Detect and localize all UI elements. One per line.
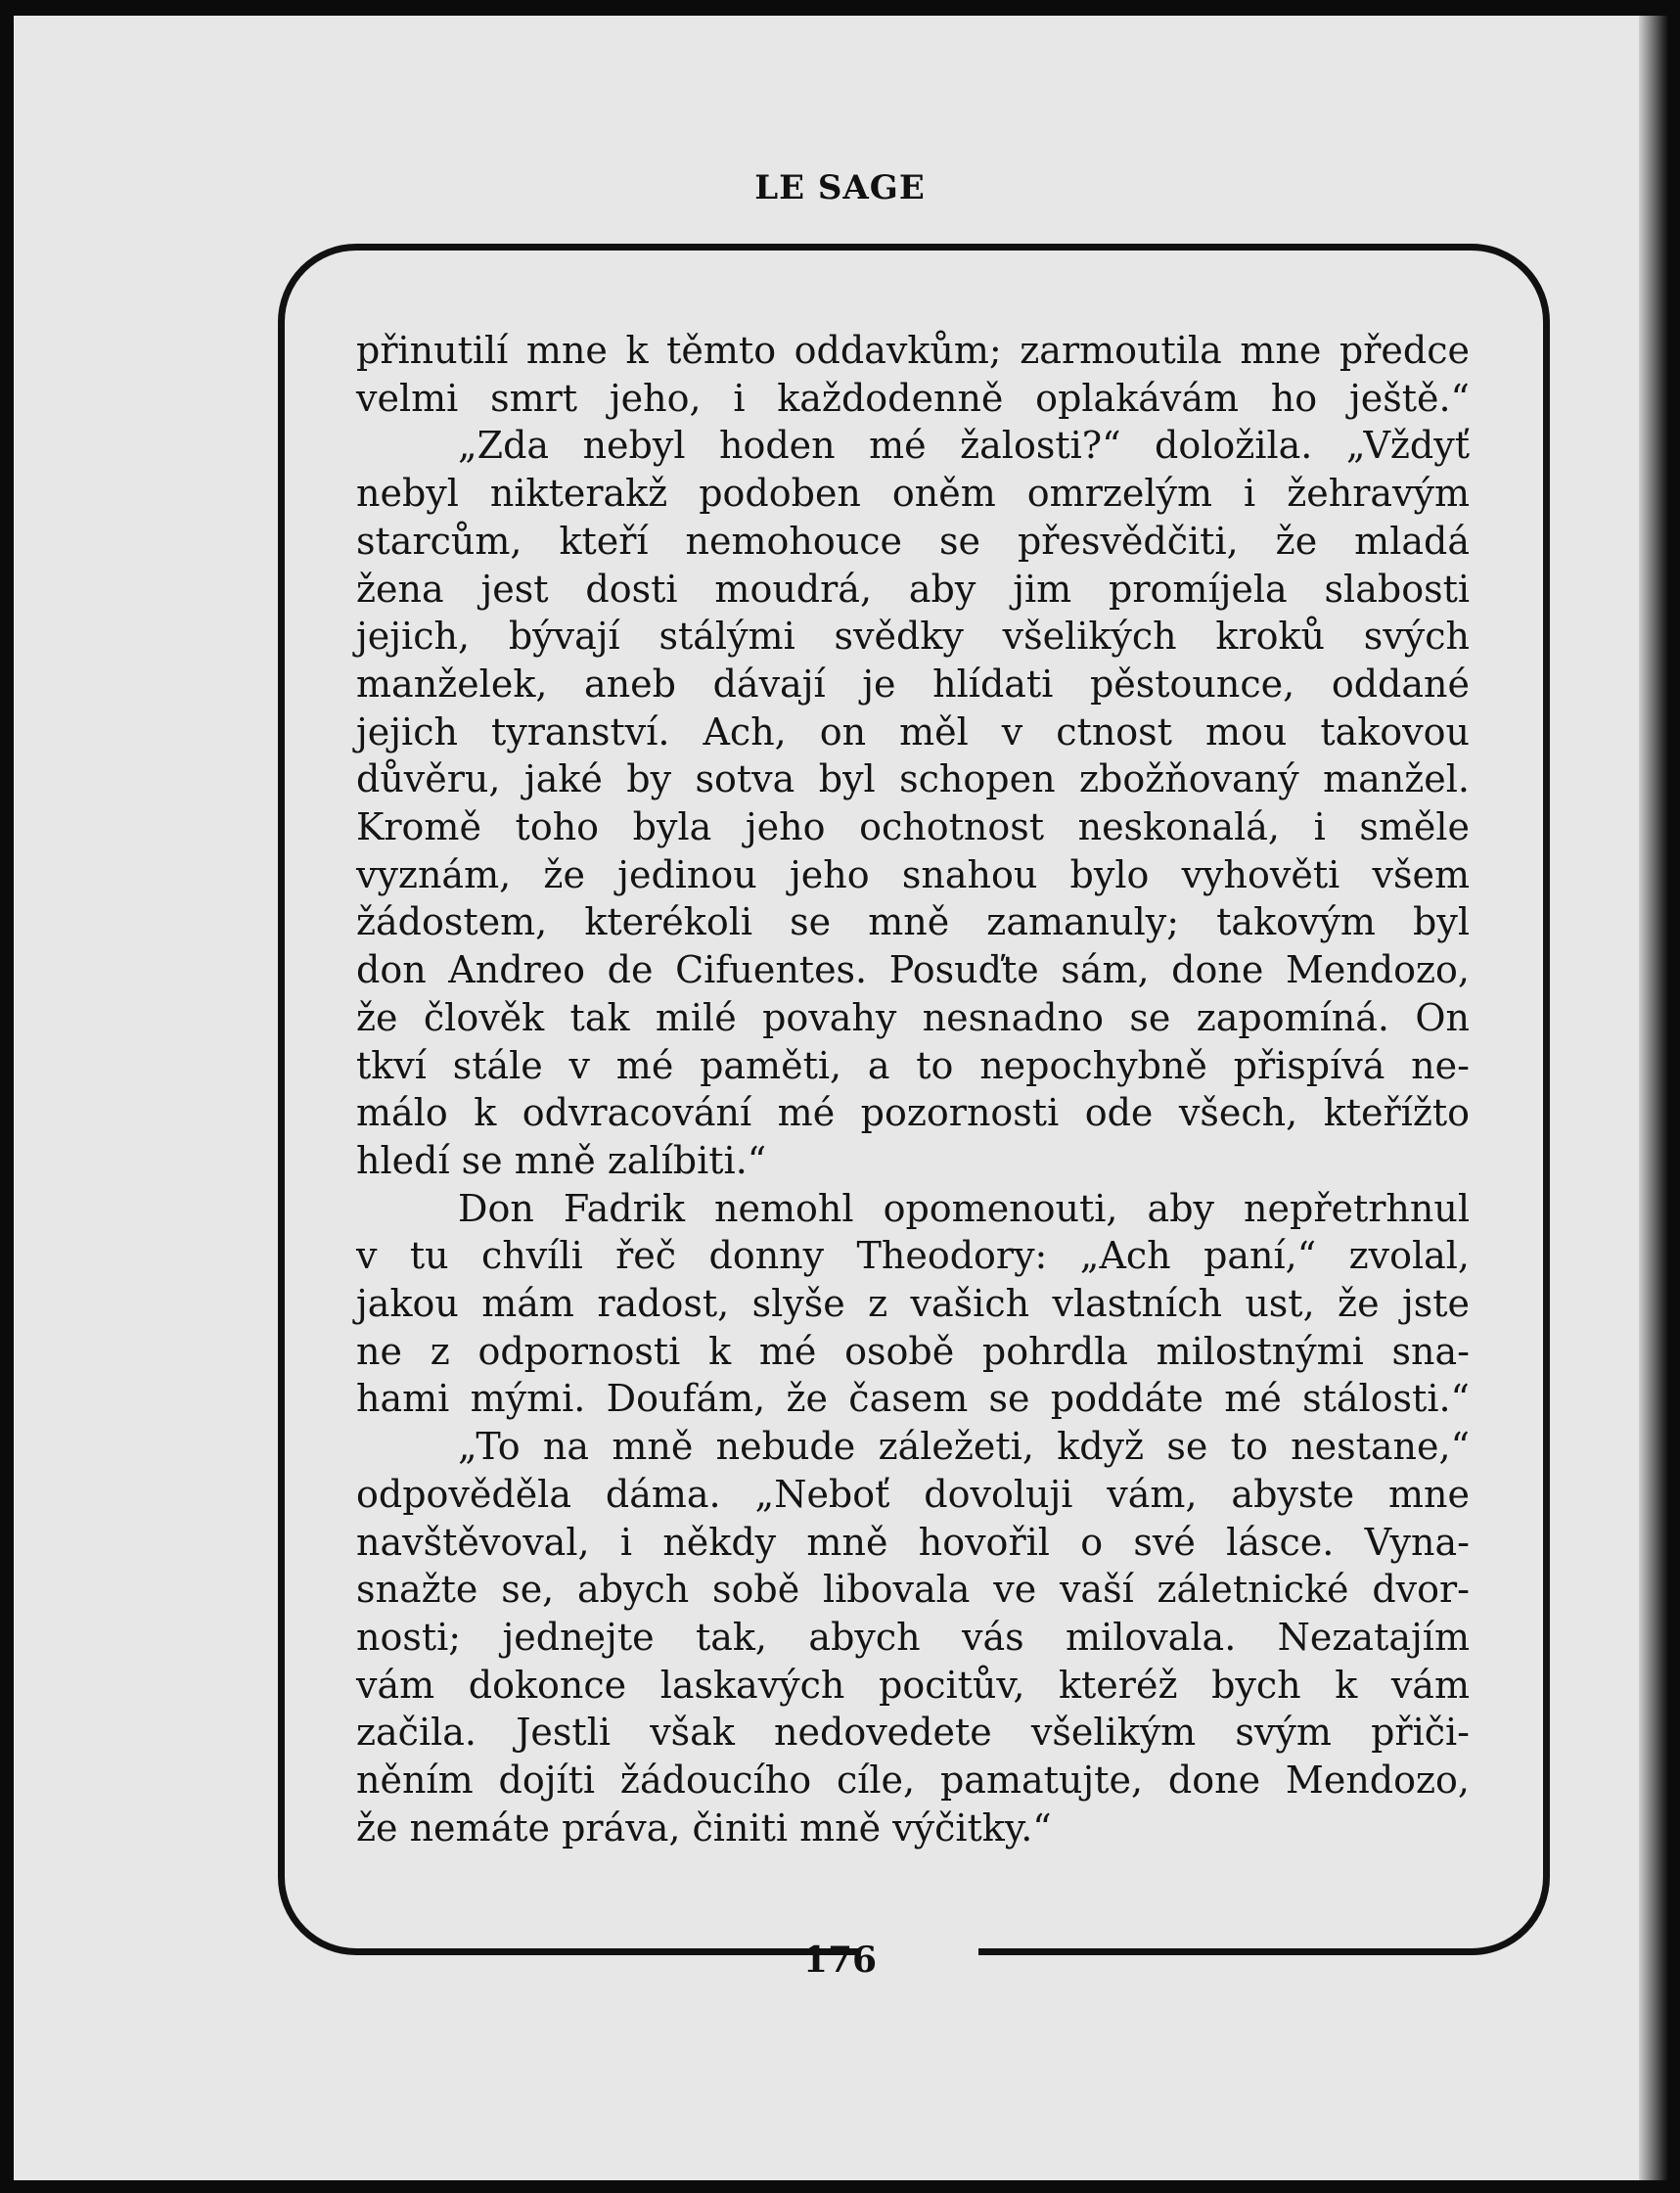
page-number: 176	[802, 1940, 878, 1981]
text-line: začila. Jestli však nedovedete všelikým svým přiči-	[356, 1711, 1470, 1755]
text-line: vám dokonce laskavých pocitův, kteréž bych k vám	[356, 1663, 1470, 1707]
text-line: vyznám, že jedinou jeho snahou bylo vyhověti všem	[356, 852, 1470, 896]
text-line: jejich tyranství. Ach, on měl v ctnost mou takovou	[356, 709, 1470, 754]
text-line: manželek, aneb dávají je hlídati pěstounce, oddané	[356, 662, 1470, 706]
running-header: LE SAGE	[754, 168, 926, 207]
text-line: odpověděla dáma. „Neboť dovoluji vám, abyste mne	[356, 1472, 1470, 1516]
text-line: starcům, kteří nemohouce se přesvědčiti, že mladá	[356, 519, 1470, 563]
text-line: nebyl nikterakž podoben oněm omrzelým i žehravým	[356, 472, 1470, 516]
text-line: jejich, bývají stálými svědky všelikých kroků svých	[356, 615, 1470, 659]
text-line: hami mými. Doufám, že časem se poddáte mé stálosti.“	[356, 1377, 1470, 1421]
text-line: že nemáte práva, činiti mně výčitky.“	[356, 1805, 1052, 1850]
text-line: navštěvoval, i někdy mně hovořil o své lásce. Vyna-	[356, 1520, 1470, 1564]
text-line: žádostem, kterékoli se mně zamanuly; takovým byl	[356, 900, 1470, 944]
text-line: důvěru, jaké by sotva byl schopen zbožňovaný manžel.	[356, 757, 1470, 801]
text-line: snažte se, abych sobě libovala ve vaší záletnické dvor-	[356, 1568, 1470, 1612]
text-line: ne z odpornosti k mé osobě pohrdla milostnými sna-	[356, 1329, 1470, 1373]
page-edge-shadow	[1639, 16, 1668, 2180]
text-line: jakou mám radost, slyše z vašich vlastních ust, že jste	[356, 1282, 1470, 1326]
text-line: velmi smrt jeho, i každodenně oplakávám ho ještě.“	[356, 376, 1470, 420]
text-line: přinutilí mne k těmto oddavkům; zarmoutila mne předce	[356, 329, 1470, 372]
text-line: hledí se mně zalíbiti.“	[356, 1138, 767, 1182]
text-line: v tu chvíli řeč donny Theodory: „Ach paní,“ zvolal,	[356, 1234, 1470, 1278]
text-line: málo k odvracování mé pozornosti ode všech, kteřížto	[356, 1091, 1470, 1135]
text-line: něním dojíti žádoucího cíle, pamatujte, done Mendozo,	[356, 1759, 1470, 1803]
text-line: Kromě toho byla jeho ochotnost neskonalá, i směle	[356, 805, 1470, 849]
text-line: že člověk tak milé povahy nesnadno se zapomíná. On	[356, 995, 1470, 1039]
text-line: žena jest dosti moudrá, aby jim promíjela slabosti	[356, 567, 1470, 611]
body-text	[356, 327, 1470, 1852]
text-line: „Zda nebyl hoden mé žalosti?“ doložila. „Vždyť	[458, 424, 1470, 468]
text-line: Don Fadrik nemohl opomenouti, aby nepřetrhnul	[458, 1186, 1470, 1230]
text-line: tkví stále v mé paměti, a to nepochybně přispívá ne-	[356, 1043, 1470, 1087]
text-line: don Andreo de Cifuentes. Posuďte sám, done Mendozo,	[356, 948, 1470, 992]
text-line: nosti; jednejte tak, abych vás milovala. Nezatajím	[356, 1615, 1470, 1659]
text-line: „To na mně nebude záležeti, když se to nestane,“	[458, 1425, 1470, 1469]
